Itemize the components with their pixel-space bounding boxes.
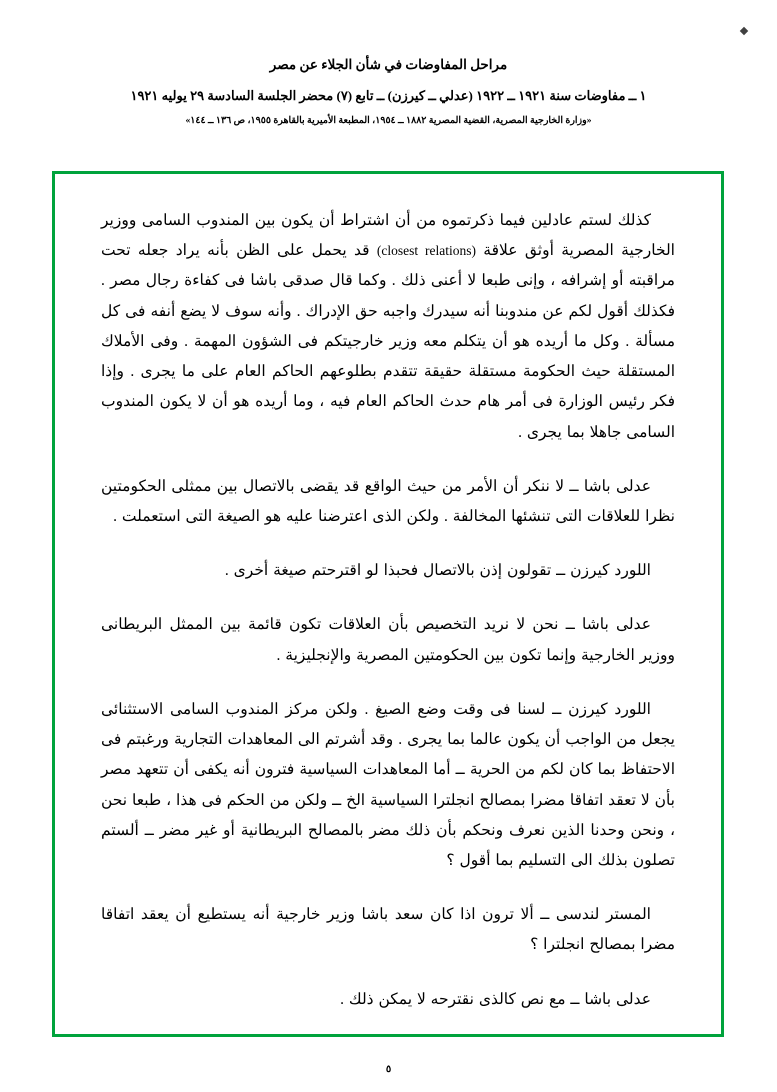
paragraph-7: عدلى باشا ــ مع نص كالذى نقترحه لا يمكن ذلك . bbox=[340, 990, 651, 1008]
paragraph-1 bbox=[101, 206, 675, 448]
document-subtitle: ١ ــ مفاوضات سنة ١٩٢١ ــ ١٩٢٢ (عدلي ــ كيرزن) ــ تابع (٧) محضر الجلسة السادسة ٢٩ يوليه ١٩٢١ bbox=[130, 87, 647, 103]
paragraph-2: عدلى باشا ــ لا ننكر أن الأمر من حيث الواقع قد يقضى بالاتصال بين ممثلى الحكومتين نظرا للعلاقات التى تنشئها المخالفة . ولكن الذى اعترضنا عليه هو الصيغة التى استعملت . bbox=[101, 477, 675, 525]
document-header bbox=[0, 0, 777, 128]
paragraph-3: اللورد كيرزن ــ تقولون إذن بالاتصال فحبذا لو اقترحتم صيغة أخرى . bbox=[224, 562, 651, 580]
document-source-citation: «وزارة الخارجية المصرية، القضية المصرية ١٨٨٢ ــ ١٩٥٤، المطبعة الأميرية بالقاهرة ١٩٥٥، ص ١٣٦ ــ ١٤٤» bbox=[185, 116, 592, 127]
paragraph-1-text-after: قد يحمل على الظن بأنه يراد جعله تحت مراقبته أو إشرافه ، وإنى طبعا لا أعنى ذلك . وكما قال صدقى باشا فى كفاءة رجال مصر . فكذلك أقول لكم عن مندوبنا أنه سيدرك واجبه حق الإدراك . وأنه سوف لا يضع أنفه فى كل مسألة . وكل ما أريده هو أن يتكلم معه وزير خارجيتكم فى الشؤون المهمة . وفى الأملاك المستقلة حيث الحكومة مستقلة حقيقة تتقدم بطلوعهم الحاكم العام على ما يجرى . وإذا فكر رئيس الوزارة فى أمر هام حدث الحاكم العام فيه ، وما أريده هو أن لا يكون المندوب السامى جاهلا بما يجرى . bbox=[101, 242, 675, 441]
content-frame bbox=[52, 171, 724, 1037]
paragraph-4: عدلى باشا ــ نحن لا نريد التخصيص بأن العلاقات تكون قائمة بين الممثل البريطانى ووزير الخارجية وإنما تكون بين الحكومتين المصرية والإنجليزية . bbox=[101, 616, 675, 664]
paragraph-1-text-before: كذلك لستم عادلين فيما ذكرتموه من أن اشتراط أن يكون بين المندوب السامى ووزير الخارجية المصرية أوثق علاقة bbox=[101, 212, 675, 260]
page-title: مراحل المفاوضات في شأن الجلاء عن مصر bbox=[269, 57, 508, 72]
paragraph-5: اللورد كيرزن ــ لسنا فى وقت وضع الصيغ . ولكن مركز المندوب السامى الاستثنائى يجعل من الواجب أن يكون عالما بما يجرى . وقد أشرتم الى المعاهدات التجارية ورغبتم فى الاحتفاظ بما كان لكم من الحرية ــ أما المعاهدات السياسية فترون أنه يكفى أن تتعهد مصر بأن لا تعقد اتفاقا مضرا بمصالح انجلترا السياسية الخ ــ ولكن من الحكم فى هذا ، طبعا نحن ، ونحن وحدنا الذين نعرف ونحكم بأن ذلك مضر بالمصالح البريطانية أو غير مضر ــ ألستم تصلون بذلك الى التسليم بما أقول ؟ bbox=[101, 700, 675, 869]
content-body bbox=[55, 174, 721, 1034]
paragraph-6: المستر لندسى ــ ألا ترون اذا كان سعد باشا وزير خارجية أنه يستطيع أن يعقد اتفاقا مضرا بمصالح انجلترا ؟ bbox=[101, 906, 675, 954]
page-number: ٥ bbox=[385, 1064, 392, 1075]
paragraph-1-latin-term: (closest relations) bbox=[376, 243, 476, 259]
